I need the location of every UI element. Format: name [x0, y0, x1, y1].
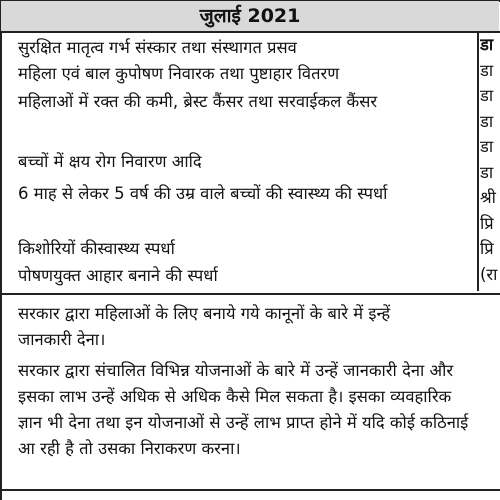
right-column-cell [480, 32, 500, 290]
header-divider [0, 31, 500, 33]
right-column-line: श्री [480, 188, 496, 207]
activity-item: पोषणयुक्त आहार बनाने की स्पर्धा [18, 266, 218, 285]
table-border-left [0, 0, 2, 500]
month-header: जुलाई 2021 [1, 1, 499, 31]
activity-item: महिलाओं में रक्त की कमी, ब्रेस्ट कैंसर तथा सरवाईकल कैंसर [18, 92, 378, 111]
activity-item: 6 माह से लेकर 5 वर्ष की उम्र वाले बच्चों की स्वास्थ्य की स्पर्धा [18, 184, 388, 203]
right-column-line: डा [480, 86, 494, 105]
column-divider [477, 31, 479, 291]
right-column-line: (रा [480, 264, 498, 284]
right-column-line: डा [480, 111, 494, 131]
right-column-line: प्रि [480, 239, 494, 258]
activity-item: महिला एवं बाल कुपोषण निवारक तथा पुष्टाहार वितरण [18, 64, 340, 83]
right-column-line: डा [480, 60, 494, 80]
awareness-item: सरकार द्वारा संचालित विभिन्न योजनाओं के बारे में उन्हें जानकारी देना और इसका लाभ उन्हें अधिक से अधिक कैसे मिल सकता है। इसका व्यवहारिक ज्ञान भी देना तथा इन योजनाओं से उन्हें लाभ प्राप्त होने में यदि कोई कठिनाई आ रही है तो उसका निराकरण करना। [18, 361, 469, 458]
activity-item: किशोरियों कीस्वास्थ्य स्पर्धा [18, 239, 175, 258]
awareness-item: सरकार द्वारा महिलाओं के लिए बनाये गये कानूनों के बारे में इन्हें जानकारी देना। [18, 304, 391, 349]
activity-item: बच्चों में क्षय रोग निवारण आदि [18, 152, 202, 171]
right-column-line: डा [480, 137, 494, 156]
activity-item: सुरक्षित मातृत्व गर्भ संस्कार तथा संस्थागत प्रसव [18, 38, 297, 57]
right-column-line: प्रि [480, 213, 494, 233]
row-divider [0, 293, 500, 295]
right-column-line: डा [480, 162, 494, 182]
table-border-bottom [0, 489, 500, 491]
right-column-line: डा [480, 35, 494, 54]
